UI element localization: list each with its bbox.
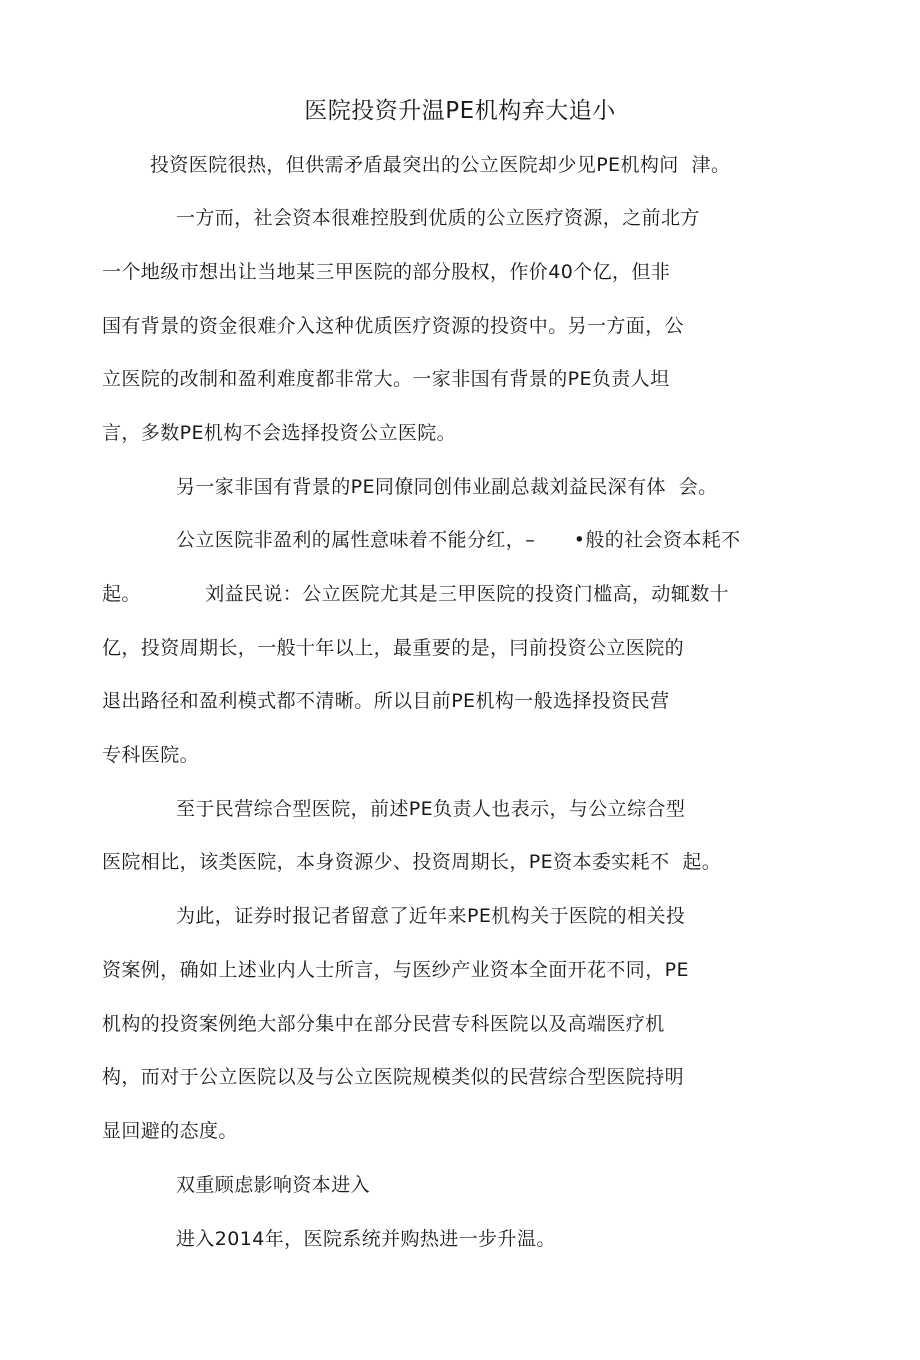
text-line: 构，而对于公立医院以及与公立医院规模类似的民营综合型医院持明 (102, 1066, 685, 1088)
text-line: 资案例，确如上述业内人士所言，与医纱产业资本全面开花不同，PE (102, 959, 689, 981)
text-line: 立医院的改制和盈利难度都非常大。一家非国有背景的PE负责人坦 (102, 368, 670, 390)
text-line: 进入2014年，医院系统并购热进一步升温。 (176, 1228, 556, 1250)
text-line: 一方而，社会资本很难控股到优质的公立医疗资源，之前北方 (176, 207, 700, 229)
page-title: 医院投资升温PE机构弃大追小 (304, 98, 616, 124)
text-line: 公立医院非盈利的属性意味着不能分红，– •般的社会资本耗不 (176, 529, 741, 551)
text-line: 退出路径和盈利模式都不清晰。所以目前PE机构一般选择投资民营 (102, 690, 670, 712)
text-line: 亿，投资周期长，一般十年以上，最重要的是，冃前投资公立医院的 (102, 637, 685, 659)
text-line: 起。 刘益民说：公立医院尤其是三甲医院的投资门槛高，动辄数十 (102, 583, 729, 605)
text-line: 一个地级市想出让当地某三甲医院的部分股权，作价40个亿，但非 (102, 261, 671, 283)
text-line: 医院相比，该类医院，本身资源少、投资周期长，PE资本委实耗不 起。 (102, 851, 722, 873)
text-line: 另一家非国有背景的PE同僚同创伟业副总裁刘益民深有体 会。 (176, 476, 718, 498)
text-line: 至于民营综合型医院，前述PE负责人也表示，与公立综合型 (176, 798, 686, 820)
text-line: 言，多数PE机构不会选择投资公立医院。 (102, 422, 457, 444)
text-line: 为此，证券时报记者留意了近年来PE机构关于医院的相关投 (176, 905, 686, 927)
text-line: 国有背景的资金很难介入这种优质医疗资源的投资中。另一方面，公 (102, 315, 685, 337)
text-line: 显回避的态度。 (102, 1120, 238, 1142)
text-line: 专科医院。 (102, 744, 200, 766)
text-line: 投资医院很热，但供需矛盾最突出的公立医院却少见PE机构问 津。 (150, 154, 731, 176)
text-line: 机构的投资案例绝大部分集中在部分民营专科医院以及高端医疗机 (102, 1013, 665, 1035)
section-heading: 双重顾虑影响资本进入 (176, 1174, 371, 1196)
